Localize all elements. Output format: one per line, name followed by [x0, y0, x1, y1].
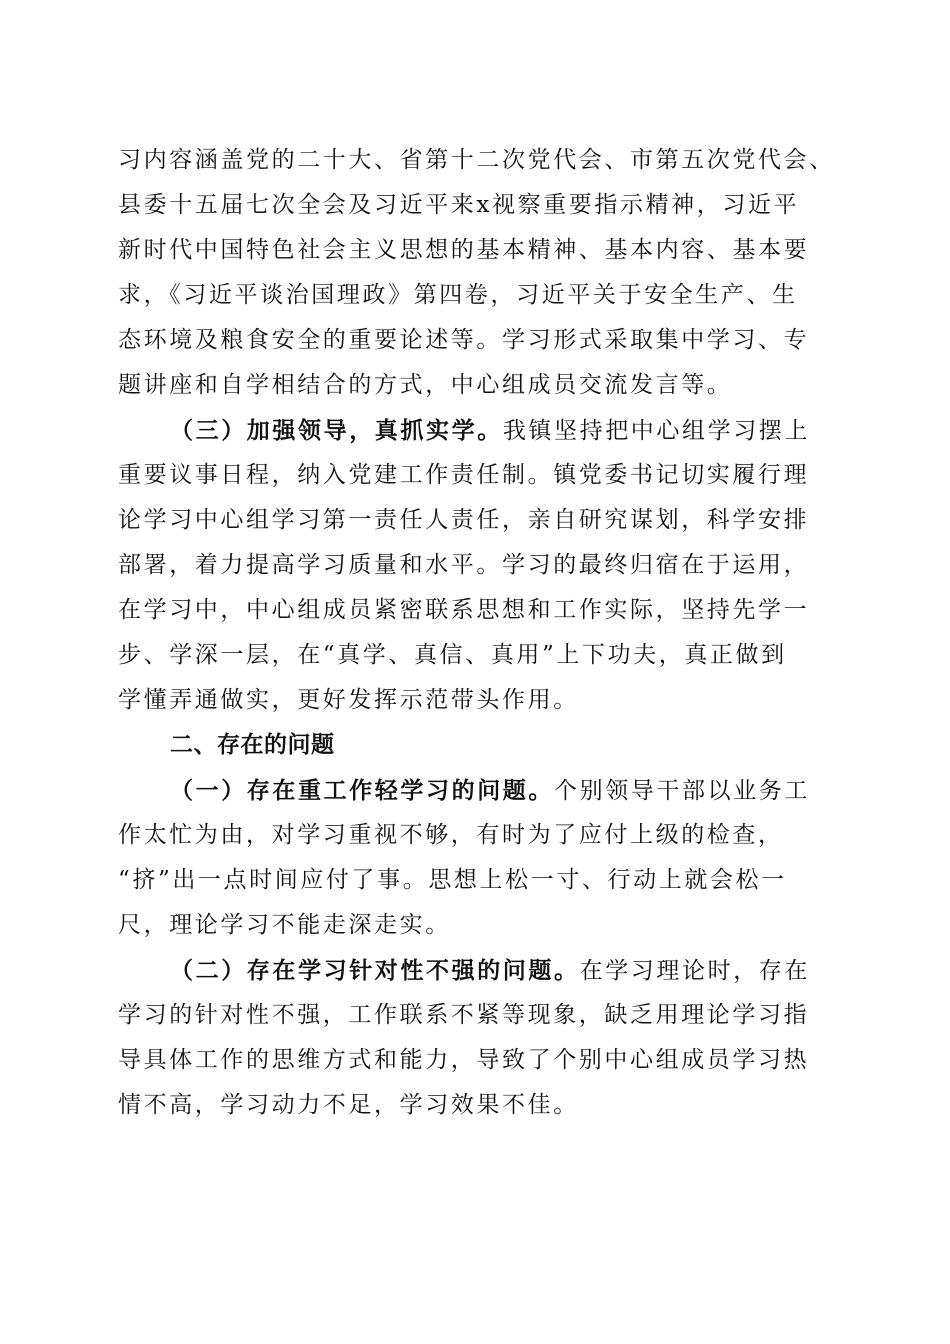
text-line: 学习的针对性不强，工作联系不紧等现象，缺乏用理论学习指 [118, 1002, 810, 1028]
paragraph-subtitle: （一）存在重工作轻学习的问题。 [170, 777, 554, 804]
text-line: “挤”出一点时间应付了事。思想上松一寸、行动上就会松一 [118, 867, 787, 893]
paragraph-text: 个别领导干部以业务工 [554, 778, 810, 804]
paragraph-continuation [118, 138, 838, 408]
paragraph-subtitle: （三）加强领导，真抓实学。 [170, 417, 503, 444]
paragraph-work-over-study [118, 768, 838, 948]
paragraph-first-line [118, 948, 838, 993]
text-line: 作太忙为由，对学习重视不够，有时为了应付上级的检查， [118, 822, 784, 848]
paragraph-subtitle: （二）存在学习针对性不强的问题。 [170, 957, 580, 984]
paragraph-text: 在学习理论时，存在 [579, 958, 811, 984]
text-line: 学懂弄通做实，更好发挥示范带头作用。 [118, 687, 579, 713]
paragraph-weak-targeting [118, 948, 838, 1128]
text-line: 县委十五届七次全会及习近平来x视察重要指示精神，习近平 [118, 192, 800, 218]
text-line: 题讲座和自学相结合的方式，中心组成员交流发言等。 [118, 372, 733, 398]
text-line: 在学习中，中心组成员紧密联系思想和工作实际，坚持先学一 [118, 597, 810, 623]
text-line: 求，《习近平谈治国理政》第四卷，习近平关于安全生产、生 [118, 282, 798, 308]
text-line: 习内容涵盖党的二十大、省第十二次党代会、市第五次党代会、 [118, 147, 835, 173]
text-line: 部署，着力提高学习质量和水平。学习的最终归宿在于运用， [118, 552, 810, 578]
text-line: 步、学深一层，在“真学、真信、真用”上下功夫，真正做到 [118, 642, 787, 668]
document-page [118, 138, 838, 1128]
text-line: 态环境及粮食安全的重要论述等。学习形式采取集中学习、专 [118, 327, 810, 353]
section-heading: 二、存在的问题 [170, 732, 335, 758]
paragraph-text: 我镇坚持把中心组学习摆上 [502, 418, 811, 444]
paragraph-strengthen-leadership [118, 408, 838, 723]
text-line: 情不高，学习动力不足，学习效果不佳。 [118, 1092, 579, 1118]
text-line: 重要议事日程，纳入党建工作责任制。镇党委书记切实履行理 [118, 462, 810, 488]
text-line: 新时代中国特色社会主义思想的基本精神、基本内容、基本要 [118, 237, 810, 263]
paragraph-first-line [118, 408, 838, 453]
paragraph-first-line [118, 768, 838, 813]
text-line: 尺，理论学习不能走深走实。 [118, 912, 451, 938]
text-line: 导具体工作的思维方式和能力，导致了个别中心组成员学习热 [118, 1047, 810, 1073]
text-line: 论学习中心组学习第一责任人责任，亲自研究谋划，科学安排 [118, 507, 810, 533]
